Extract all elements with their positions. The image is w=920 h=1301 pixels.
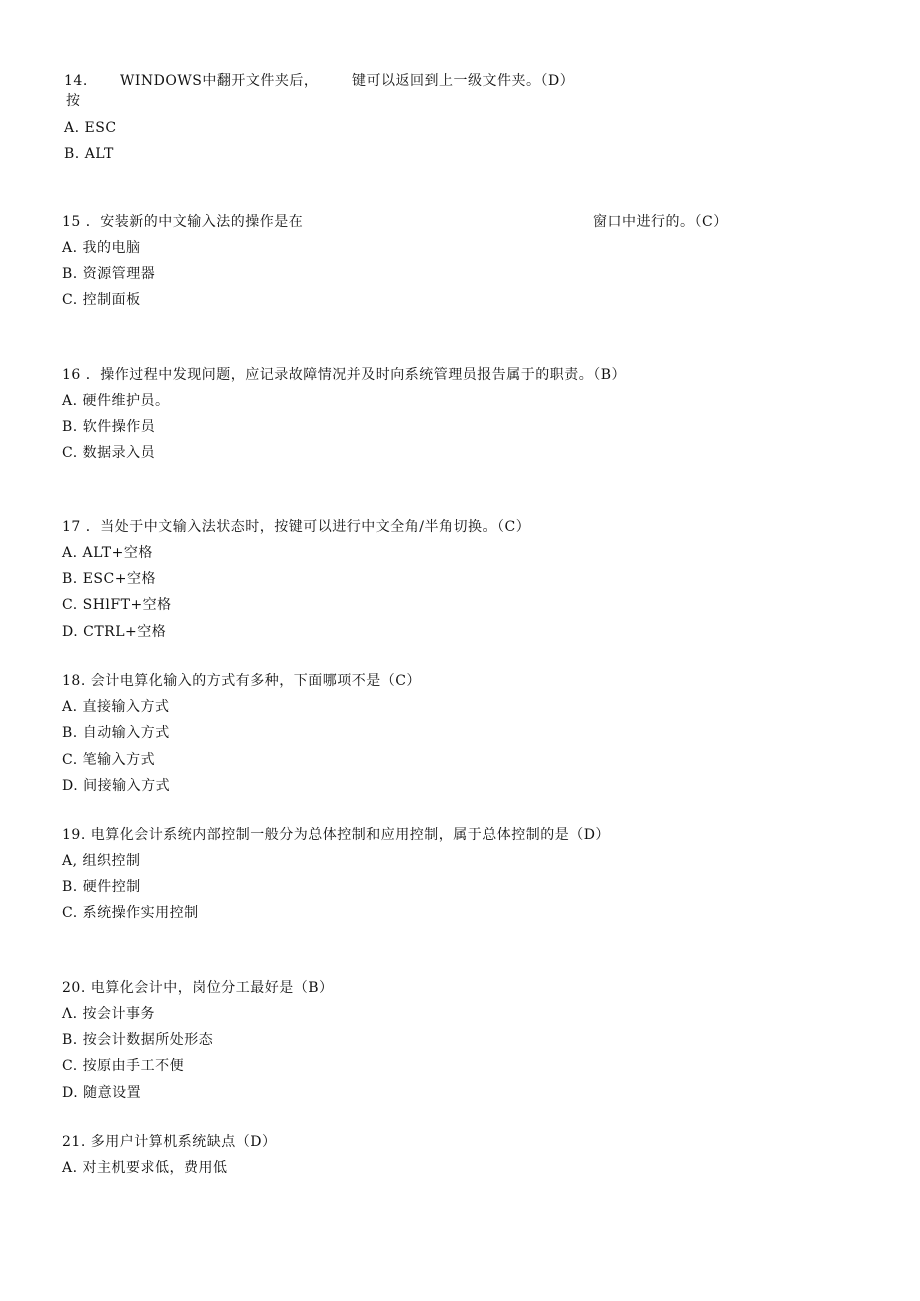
q19-option-b: B. 硬件控制 [62,879,141,895]
q16-option-a: A. 硬件维护员。 [62,393,170,409]
q17-option-a: A. ALT+空格 [62,545,153,561]
q16-text: 16 ．操作过程中发现问题，应记录故障情况并及时向系统管理员报告属于的职责。（B） [62,367,627,383]
q20-text: 20. 电算化会计中，岗位分工最好是（B） [62,980,334,996]
q18-option-a: A. 直接输入方式 [62,699,170,715]
q21-option-a: A. 对主机要求低，费用低 [62,1160,228,1176]
q20-option-b: B. 按会计数据所处形态 [62,1032,214,1048]
q18-option-b: B. 自动输入方式 [62,725,170,741]
q17-option-c: C. SHlFT+空格 [62,597,172,613]
q14-option-b: B. ALT [64,146,114,162]
q18-option-c: C. 笔输入方式 [62,752,156,768]
q15-text-a: 15 ．安装新的中文输入法的操作是在 [62,214,304,230]
q14-option-a: A. ESC [64,120,117,136]
q15-option-a: A. 我的电脑 [62,240,141,256]
q19-option-c: C. 系统操作实用控制 [62,905,199,921]
q14-text-a: WINDOWS中翻开文件夹后， [120,73,319,89]
q14-number: 14. [64,73,88,89]
q14-text-c: 按 [66,93,81,109]
q16-option-c: C. 数据录入员 [62,445,156,461]
q15-text-b: 窗口中进行的。（C） [593,214,728,230]
q17-text: 17 ．当处于中文输入法状态时，按键可以进行中文全角/半角切换。（C） [62,519,531,535]
q20-option-a: Λ. 按会计事务 [62,1006,156,1022]
q20-option-d: D. 随意设置 [62,1085,142,1101]
q19-text: 19. 电算化会计系统内部控制一般分为总体控制和应用控制，属于总体控制的是（D） [62,827,610,843]
q17-option-d: D. CTRL+空格 [62,624,167,640]
q20-option-c: C. 按原由手工不便 [62,1058,185,1074]
q14-text-b: 键可以返回到上一级文件夹。（D） [352,73,575,89]
q21-text: 21. 多用户计算机系统缺点（D） [62,1134,277,1150]
q18-text: 18. 会计电算化输入的方式有多种，下面哪项不是（C） [62,673,421,689]
q16-option-b: B. 软件操作员 [62,419,156,435]
q18-option-d: D. 间接输入方式 [62,778,171,794]
q15-option-c: C. 控制面板 [62,292,141,308]
q19-option-a: A, 组织控制 [62,853,141,869]
q15-option-b: B. 资源管理器 [62,266,156,282]
q17-option-b: B. ESC+空格 [62,571,156,587]
